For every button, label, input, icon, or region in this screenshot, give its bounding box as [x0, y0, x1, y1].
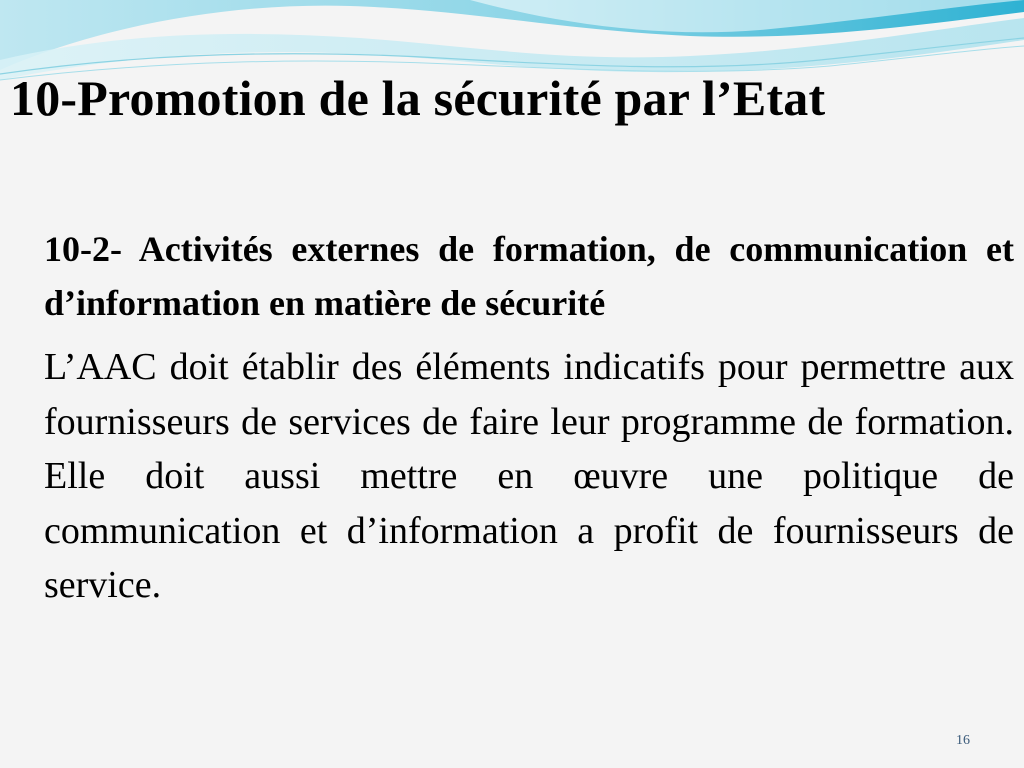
slide-title: 10-Promotion de la sécurité par l’Etat	[10, 70, 826, 126]
slide-body	[44, 222, 1014, 613]
slide-number: 16	[956, 733, 970, 748]
body-paragraph: L’AAC doit établir des éléments indicatifs pour permettre aux fournisseurs de services de faire leur programme de formation. Elle doit aussi mettre en œuvre une politique de communication et d’information a profit de fournisseurs de service.	[44, 346, 1014, 606]
section-subheading: 10-2- Activités externes de formation, de communication et d’information en matière de sécurité	[44, 229, 1014, 323]
